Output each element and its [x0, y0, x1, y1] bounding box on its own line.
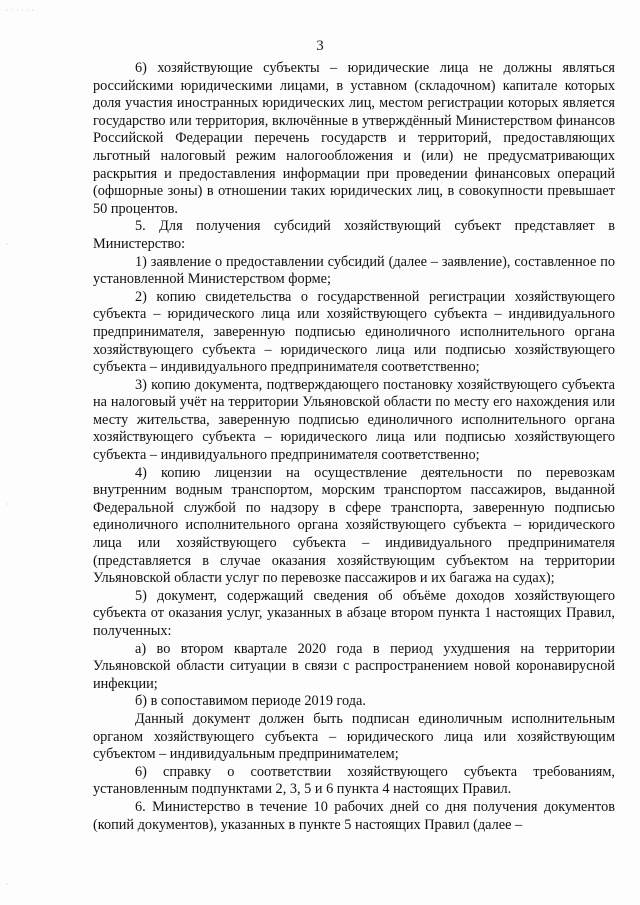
- paragraph: 1) заявление о предоставлении субсидий (далее – заявление), составленное по установленной Министерством форме;: [93, 253, 615, 288]
- scan-artifact: · · · · · ·: [6, 6, 34, 15]
- paragraph: 6) хозяйствующие субъекты – юридические лица не должны являться российскими юридическими лицами, в уставном (складочном) капитале которых доля участия иностранных юридических лиц, местом регистрации которых является государство или территория, включённые в утверждённый Министерством финансов Российской Федерации перечень государств и территорий, предоставляющих льготный налоговый режим налогообложения и (или) не предусматривающих раскрытия и предоставления информации при проведении финансовых операций (офшорные зоны) в отношении таких юридических лиц, в совокупности превышает 50 процентов.: [93, 60, 615, 217]
- paragraph: Данный документ должен быть подписан единоличным исполнительным органом хозяйствующего субъекта – юридического лица или хозяйствующим субъектом – индивидуальным предпринимателем;: [93, 710, 615, 763]
- paragraph: 4) копию лицензии на осуществление деятельности по перевозкам внутренним водным транспортом, морским транспортом пассажиров, выданной Федеральной службой по надзору в сфере транспорта, заверенную подписью единоличного исполнительного органа хозяйствующего субъекта – юридического лица или хозяйствующего субъекта – индивидуального предпринимателя (представляется в случае оказания хозяйствующим субъектом на территории Ульяновской области услуг по перевозке пассажиров и их багажа на судах);: [93, 464, 615, 587]
- paragraph: 5. Для получения субсидий хозяйствующий субъект представляет в Министерство:: [93, 218, 615, 252]
- paragraph: 2) копию свидетельства о государственной регистрации хозяйствующего субъекта – юридического лица или хозяйствующего субъекта – индивидуального предпринимателя, заверенную подписью единоличного исполнительного органа хозяйствующего субъекта – юридического лица или подписью хозяйствующего субъекта – индивидуального предпринимателя соответственно;: [93, 288, 615, 376]
- page-number: 3: [316, 38, 324, 54]
- paragraph: 3) копию документа, подтверждающего постановку хозяйствующего субъекта на налоговый учёт на территории Ульяновской области по месту его нахождения или месту жительства, заверенную подписью единоличного исполнительного органа хозяйствующего субъекта – юридического лица или подписью хозяйствующего субъекта – индивидуального предпринимателя соответственно;: [93, 376, 615, 464]
- paragraph: 5) документ, содержащий сведения об объёме доходов хозяйствующего субъекта от оказания услуг, указанных в абзаце втором пункта 1 настоящих Правил, полученных:: [93, 587, 615, 639]
- scan-artifact: ·: [6, 500, 9, 509]
- paragraph: б) в сопоставимом периоде 2019 года.: [135, 693, 366, 710]
- paragraph: 6. Министерство в течение 10 рабочих дней со дня получения документов (копий документов), указанных в пункте 5 настоящих Правил (далее –: [93, 798, 615, 833]
- paragraph: а) во втором квартале 2020 года в период ухудшения на территории Ульяновской области ситуации в связи с распространением новой коронавирусной инфекции;: [93, 640, 615, 692]
- scan-artifact: ·: [6, 880, 9, 889]
- document-body: [93, 60, 615, 834]
- scan-artifact: ·: [6, 240, 9, 249]
- paragraph: 6) справку о соответствии хозяйствующего субъекта требованиям, установленным подпунктами 2, 3, 5 и 6 пункта 4 настоящих Правил.: [93, 763, 615, 798]
